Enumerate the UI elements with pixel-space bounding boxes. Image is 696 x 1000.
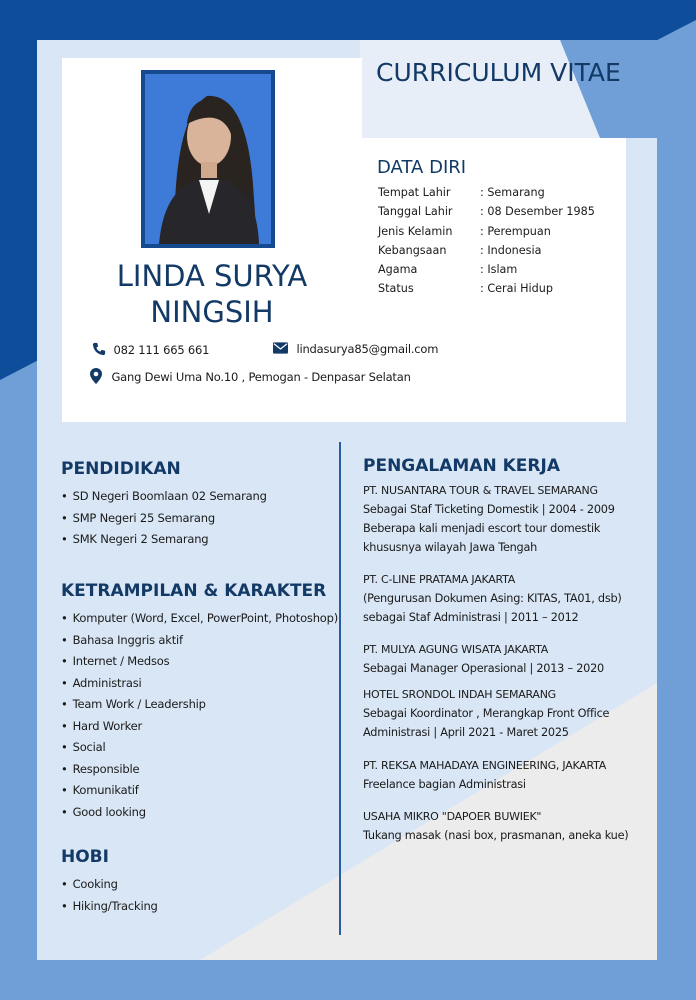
profile-photo	[145, 74, 271, 244]
list-item: • Internet / Medsos	[61, 651, 338, 673]
job-entry	[363, 756, 643, 794]
ketrampilan-section	[61, 581, 338, 823]
data-diri-label: Status	[378, 282, 414, 296]
list-item: • Good looking	[61, 802, 338, 824]
ketrampilan-list	[61, 608, 338, 823]
phone-icon	[92, 342, 106, 356]
pendidikan-title: PENDIDIKAN	[61, 459, 181, 479]
list-item: • Komputer (Word, Excel, PowerPoint, Photoshop)	[61, 608, 338, 630]
address-contact	[90, 368, 411, 384]
list-item: • Bahasa Inggris aktif	[61, 630, 338, 652]
ketrampilan-title: KETRAMPILAN & KARAKTER	[61, 581, 327, 601]
data-diri-row	[378, 282, 595, 301]
hobi-list	[61, 874, 158, 917]
job-line: Beberapa kali menjadi escort tour domestik	[363, 522, 601, 535]
job-line: Sebagai Staf Ticketing Domestik | 2004 - 2009	[363, 503, 615, 516]
job-line: khususnya wilayah Jawa Tengah	[363, 541, 538, 554]
page-title: CURRICULUM VITAE	[376, 58, 621, 87]
profile-name-line1: LINDA SURYA	[116, 259, 308, 293]
list-item: • Team Work / Leadership	[61, 694, 338, 716]
pengalaman-title: PENGALAMAN KERJA	[363, 456, 560, 476]
job-company: PT. REKSA MAHADAYA ENGINEERING, JAKARTA	[363, 759, 607, 772]
job-line: Tukang masak (nasi box, prasmanan, aneka kue)	[363, 829, 629, 842]
data-diri-table	[378, 186, 595, 302]
list-item: • Administrasi	[61, 673, 338, 695]
list-item: • Responsible	[61, 759, 338, 781]
data-diri-label: Jenis Kelamin	[378, 224, 453, 238]
data-diri-row	[378, 205, 595, 224]
job-entry	[363, 481, 643, 557]
job-entry	[363, 640, 643, 678]
list-item: • Komunikatif	[61, 780, 338, 802]
list-item: • SD Negeri Boomlaan 02 Semarang	[61, 486, 267, 508]
hobi-section	[61, 847, 158, 917]
data-diri-value: : Islam	[480, 263, 518, 277]
job-company: USAHA MIKRO "DAPOER BUWIEK"	[363, 810, 542, 823]
pendidikan-list	[61, 486, 267, 551]
list-item: • Cooking	[61, 874, 158, 896]
data-diri-label: Agama	[378, 263, 418, 277]
data-diri-value: : Perempuan	[480, 224, 551, 238]
data-diri-label: Tanggal Lahir	[378, 205, 453, 219]
profile-name-line2: NINGSIH	[150, 295, 274, 329]
list-item: • SMP Negeri 25 Semarang	[61, 508, 267, 530]
profile-name	[62, 258, 362, 330]
job-company: HOTEL SRONDOL INDAH SEMARANG	[363, 688, 556, 701]
job-line: Sebagai Manager Operasional | 2013 – 2020	[363, 662, 604, 675]
job-company: PT. MULYA AGUNG WISATA JAKARTA	[363, 643, 549, 656]
job-entry	[363, 807, 643, 845]
email-contact	[273, 342, 438, 356]
hobi-title: HOBI	[61, 847, 109, 867]
job-line: Freelance bagian Administrasi	[363, 778, 526, 791]
data-diri-label: Tempat Lahir	[378, 186, 451, 199]
list-item: • SMK Negeri 2 Semarang	[61, 529, 267, 551]
data-diri-value: : Semarang	[480, 186, 545, 199]
profile-photo-frame	[141, 70, 275, 248]
phone-number: 082 111 665 661	[113, 343, 210, 357]
job-line: (Pengurusan Dokumen Asing: KITAS, TA01, dsb)	[363, 592, 622, 605]
job-entry	[363, 685, 643, 742]
job-line: Sebagai Koordinator , Merangkap Front Office	[363, 707, 610, 720]
envelope-icon	[273, 342, 288, 354]
list-item: • Hard Worker	[61, 716, 338, 738]
address-text: Gang Dewi Uma No.10 , Pemogan - Denpasar Selatan	[111, 370, 411, 384]
data-diri-row	[378, 225, 595, 244]
data-diri-row	[378, 244, 595, 263]
list-item: • Social	[61, 737, 338, 759]
pendidikan-section	[61, 459, 267, 551]
data-diri-value: : Indonesia	[480, 243, 542, 257]
data-diri-value: : 08 Desember 1985	[480, 205, 595, 219]
data-diri-row	[378, 186, 595, 205]
data-diri-title: DATA DIRI	[377, 157, 467, 178]
job-company: PT. C-LINE PRATAMA JAKARTA	[363, 573, 515, 586]
data-diri-row	[378, 263, 595, 282]
email-address[interactable]: lindasurya85@gmail.com	[296, 342, 439, 356]
job-company: PT. NUSANTARA TOUR & TRAVEL SEMARANG	[363, 484, 598, 497]
data-diri-value: : Cerai Hidup	[480, 282, 553, 296]
data-diri-label: Kebangsaan	[378, 243, 447, 257]
job-entry	[363, 570, 643, 627]
job-line: Administrasi | April 2021 - Maret 2025	[363, 726, 569, 739]
phone-contact	[92, 342, 209, 357]
job-line: sebagai Staf Administrasi | 2011 – 2012	[363, 611, 579, 624]
list-item: • Hiking/Tracking	[61, 896, 158, 918]
location-pin-icon	[90, 368, 102, 384]
